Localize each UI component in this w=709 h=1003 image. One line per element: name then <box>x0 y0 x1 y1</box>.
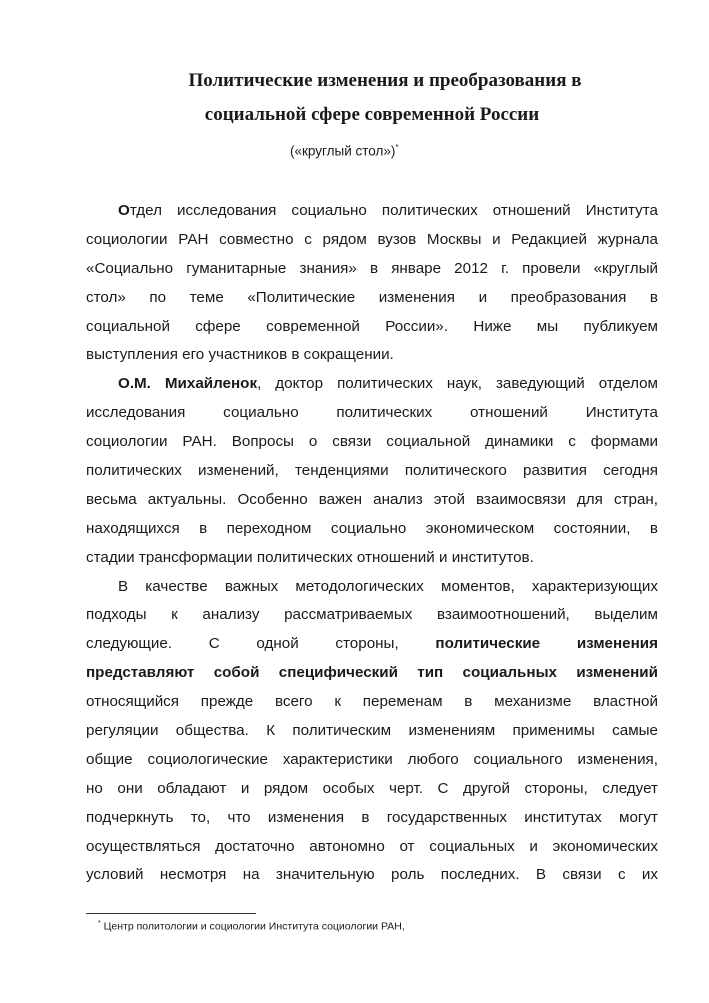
emphasis-text: политические изменения <box>435 635 658 653</box>
subtitle <box>290 143 399 159</box>
speaker-name: О.М. Михайленок <box>118 375 258 393</box>
emphasis-text: представляют собой специфический тип социальных изменений <box>86 664 658 682</box>
title-line-1: Политические изменения и преобразования в <box>188 70 582 91</box>
paragraph-3-line: подходы к анализу рассматриваемых взаимоотношений, выделим <box>86 606 658 624</box>
paragraph-1-line: социологии РАН совместно с рядом вузов Москвы и Редакцией журнала <box>86 230 658 248</box>
paragraph-3-line: подчеркнуть то, что изменения в государственных институтах могут <box>86 808 658 826</box>
footnote-divider <box>86 913 256 914</box>
paragraph-1-line: «Социально гуманитарные знания» в январе 2012 г. провели «круглый <box>86 259 658 277</box>
paragraph-1-line: социальной сфере современной России». Ниже мы публикуем <box>86 317 658 335</box>
paragraph-3-line: относящийся прежде всего к переменам в механизме властной <box>86 693 658 711</box>
title-line-2: социальной сфере современной России <box>204 104 540 125</box>
subtitle-footnote-mark: * <box>395 143 399 152</box>
paragraph-3-line: В качестве важных методологических моментов, характеризующих <box>118 577 658 595</box>
paragraph-1-line: Отдел исследования социально политических отношений Института <box>118 202 658 219</box>
paragraph-2-line: О.М. Михайленок, доктор политических наук, заведующий отделом <box>118 375 658 393</box>
paragraph-1-line: стол» по теме «Политические изменения и преобразования в <box>86 288 658 306</box>
subtitle-text: («круглый стол») <box>290 143 396 159</box>
paragraph-3-line: регуляции общества. К политическим изменениям применимы самые <box>86 722 658 740</box>
paragraph-2-line: весьма актуальны. Особенно важен анализ этой взаимосвязи для стран, <box>86 490 658 508</box>
paragraph-2-line: социологии РАН. Вопросы о связи социальной динамики с формами <box>86 433 658 451</box>
footnote <box>98 920 405 933</box>
article-body <box>86 197 658 890</box>
paragraph-3-line: осуществляться достаточно автономно от социальных и экономических <box>86 837 658 855</box>
drop-initial: О <box>118 202 130 219</box>
paragraph-2-line: стадии трансформации политических отношений и институтов. <box>86 548 534 566</box>
paragraph-3-line: общие социологические характеристики любого социального изменения, <box>86 750 658 768</box>
paragraph-2-line: исследования социально политических отношений Института <box>86 404 658 422</box>
footnote-mark: * <box>98 920 101 927</box>
paragraph-3-line <box>86 659 658 688</box>
paragraph-2-line: находящихся в переходном социально экономическом состоянии, в <box>86 519 658 537</box>
paragraph-2-line: политических изменений, тенденциями политического развития сегодня <box>86 462 658 480</box>
paragraph-3-line: но они обладают и рядом особых черт. С другой стороны, следует <box>86 779 658 797</box>
paragraph-1-line: выступления его участников в сокращении. <box>86 346 394 364</box>
footnote-text: Центр политологии и социологии Института социологии РАН, <box>100 920 405 933</box>
paragraph-3-line: следующие. С одной стороны, политические изменения <box>86 635 658 653</box>
paragraph-3-line: условий несмотря на значительную роль последних. В связи с их <box>86 866 658 884</box>
